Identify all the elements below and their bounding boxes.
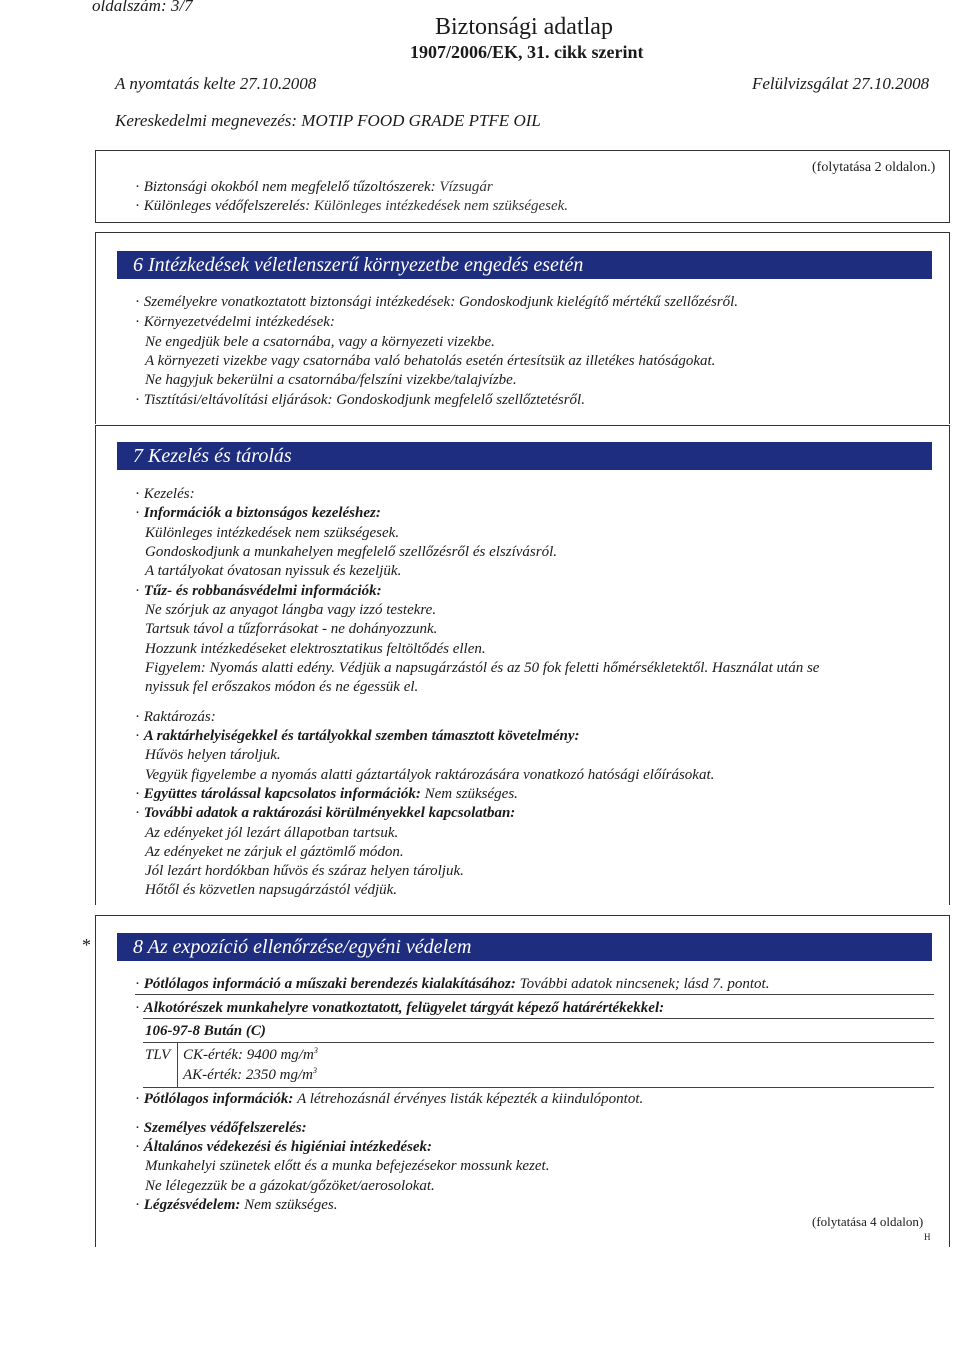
joint-storage-label: Együttes tárolással kapcsolatos információk: <box>143 786 421 802</box>
section7-title: 7 Kezelés és tárolás <box>117 442 932 470</box>
protective-equipment: · Különleges védőfelszerelés: Különleges intézkedések nem szükségesek. <box>135 198 569 214</box>
storage-requirements-line: Vegyük figyelembe a nyomás alatti gáztartályok raktározására vonatkozó hatósági előírásokat. <box>145 767 715 783</box>
storage-requirements-line: Hűvös helyen tároljuk. <box>145 747 281 763</box>
substance-divider <box>143 1042 934 1043</box>
fire-protection-line: Ne szórjuk az anyagot lángba vagy izzó testekre. <box>145 602 437 618</box>
limit-ak-text: AK-érték: 2350 mg/m <box>183 1067 313 1083</box>
additional-info-value: A létrehozásnál érvényes listák képezték a kiindulópontot. <box>297 1091 644 1107</box>
environmental-line: Ne engedjük bele a csatornába, vagy a környezeti vizekbe. <box>145 334 495 350</box>
hygiene-line: Munkahelyi szünetek előtt és a munka befejezésekor mossunk kezet. <box>145 1158 550 1174</box>
handling-heading: · Kezelés: <box>135 486 195 502</box>
limits-table-top <box>143 1018 934 1019</box>
safe-handling-line: A tartályokat óvatosan nyissuk és kezeljük. <box>145 563 402 579</box>
handling-label: Kezelés: <box>143 486 195 502</box>
fire-protection-line: Hozzunk intézkedéseket elektrosztatikus feltöltődés ellen. <box>145 641 486 657</box>
footer-mark: H <box>924 1232 931 1242</box>
tech-measures-value: További adatok nincsenek; lásd 7. pontot. <box>519 976 770 992</box>
print-date: A nyomtatás kelte 27.10.2008 <box>115 74 317 93</box>
limit-type: TLV <box>145 1047 171 1063</box>
respiratory-protection: · Légzésvédelem: Nem szükséges. <box>135 1197 338 1213</box>
additional-info: · Pótlólagos információk: A létrehozásnál érvényes listák képezték a kiindulópontot. <box>135 1091 644 1107</box>
storage-heading: · Raktározás: <box>135 709 216 725</box>
additional-info-label: Pótlólagos információk: <box>143 1091 294 1107</box>
respiratory-protection-label: Légzésvédelem: <box>143 1197 241 1213</box>
fire-protection-line: nyissuk fel erőszakos módon és ne égessük el. <box>145 679 419 695</box>
respiratory-protection-value: Nem szükséges. <box>244 1197 338 1213</box>
further-storage-heading: · További adatok a raktározási körülményekkel kapcsolatban: <box>135 805 516 821</box>
exposure-limits-heading: · Alkotórészek munkahelyre vonatkoztatott, felügyelet tárgyát képező határértékekkel: <box>135 1000 665 1016</box>
revision-date: Felülvizsgálat 27.10.2008 <box>752 74 930 93</box>
limit-ck-unit-exponent: 3 <box>313 1046 318 1055</box>
hygiene-line: Ne lélegezzük be a gázokat/gőzöket/aerosolokat. <box>145 1178 435 1194</box>
unsuitable-extinguishers-label: Biztonsági okokból nem megfelelő tűzoltószerek: <box>143 179 436 195</box>
limit-ak <box>183 1065 317 1085</box>
ppe-heading: · Személyes védőfelszerelés: <box>135 1120 307 1136</box>
safe-handling-line: Gondoskodjunk a munkahelyen megfelelő szellőzésről és elszívásról. <box>145 544 558 560</box>
personal-precautions: · Személyekre vonatkoztatott biztonsági intézkedések: Gondoskodjunk kielégítő mértékű szellőzésről. <box>135 294 739 310</box>
hygiene-heading: · Általános védekezési és higiéniai intézkedések: <box>135 1139 433 1155</box>
environmental-line: Ne hagyjuk bekerülni a csatornába/felszíni vizekbe/talajvízbe. <box>145 372 517 388</box>
further-storage-label: További adatok a raktározási körülményekkel kapcsolatban: <box>143 805 516 821</box>
personal-precautions-label: Személyekre vonatkoztatott biztonsági intézkedések: <box>143 294 456 310</box>
fire-protection-line: Figyelem: Nyomás alatti edény. Védjük a napsugárzástól és az 50 fok feletti hőmérsékletektől. Használat után se <box>145 660 820 676</box>
further-storage-line: Jól lezárt hordókban hűvös és száraz helyen tároljuk. <box>145 863 464 879</box>
safe-handling-label: Információk a biztonságos kezeléshez: <box>143 505 381 521</box>
personal-precautions-value: Gondoskodjunk kielégítő mértékű szellőzésről. <box>458 294 739 310</box>
section8-title: 8 Az expozíció ellenőrzése/egyéni védelem <box>117 933 932 961</box>
joint-storage: · Együttes tárolással kapcsolatos információk: Nem szükséges. <box>135 786 518 802</box>
fire-protection-label: Tűz- és robbanásvédelmi információk: <box>143 583 382 599</box>
protective-equipment-value: Különleges intézkedések nem szükségesek. <box>313 198 569 214</box>
environmental-line: A környezeti vizekbe vagy csatornába való behatolás esetén értesítsük az illetékes hatóságokat. <box>145 353 716 369</box>
cleanup-methods-value: Gondoskodjunk megfelelő szellőztetésről. <box>336 392 585 408</box>
further-storage-line: Az edényeket ne zárjuk el gáztömlő módon. <box>145 844 404 860</box>
limit-ck <box>183 1045 318 1065</box>
continued-from-note: (folytatása 2 oldalon.) <box>812 160 936 175</box>
environmental-precautions-label: Környezetvédelmi intézkedések: <box>143 314 335 330</box>
safe-handling-line: Különleges intézkedések nem szükségesek. <box>145 525 400 541</box>
document-subtitle: 1907/2006/EK, 31. cikk szerint <box>410 42 644 62</box>
joint-storage-value: Nem szükséges. <box>424 786 518 802</box>
product-name: Kereskedelmi megnevezés: MOTIP FOOD GRADE PTFE OIL <box>115 111 541 130</box>
page-number: oldalszám: 3/7 <box>92 0 193 15</box>
storage-label: Raktározás: <box>143 709 216 725</box>
storage-requirements-heading: · A raktárhelyiségekkel és tartályokkal szemben támasztott követelmény: <box>135 728 580 744</box>
document-title: Biztonsági adatlap <box>435 14 613 40</box>
cleanup-methods-label: Tisztítási/eltávolítási eljárások: <box>143 392 333 408</box>
hygiene-label: Általános védekezési és higiéniai intézkedések: <box>143 1139 433 1155</box>
exposure-limits-label: Alkotórészek munkahelyre vonatkoztatott, felügyelet tárgyát képező határértékekkel: <box>143 1000 665 1016</box>
ppe-label: Személyes védőfelszerelés: <box>143 1120 307 1136</box>
change-marker: * <box>82 935 91 955</box>
safe-handling-heading: · Információk a biztonságos kezeléshez: <box>135 505 381 521</box>
substance-name: 106-97-8 Bután (C) <box>145 1023 266 1039</box>
limit-type-divider <box>177 1043 178 1087</box>
limits-table-bottom <box>143 1087 934 1088</box>
fire-protection-heading: · Tűz- és robbanásvédelmi információk: <box>135 583 382 599</box>
limits-divider <box>135 994 934 995</box>
cleanup-methods: · Tisztítási/eltávolítási eljárások: Gondoskodjunk megfelelő szellőztetésről. <box>135 392 585 408</box>
continued-to-note: (folytatása 4 oldalon) <box>812 1214 924 1229</box>
tech-measures: · Pótlólagos információ a műszaki berendezés kialakításához: További adatok nincsenek; lásd 7. pontot. <box>135 976 770 992</box>
further-storage-line: Az edényeket jól lezárt állapotban tartsuk. <box>145 825 399 841</box>
environmental-precautions: · Környezetvédelmi intézkedések: <box>135 314 335 330</box>
tech-measures-label: Pótlólagos információ a műszaki berendezés kialakításához: <box>143 976 516 992</box>
unsuitable-extinguishers: · Biztonsági okokból nem megfelelő tűzoltószerek: Vízsugár <box>135 179 493 195</box>
unsuitable-extinguishers-value: Vízsugár <box>439 179 493 195</box>
protective-equipment-label: Különleges védőfelszerelés: <box>143 198 311 214</box>
fire-protection-line: Tartsuk távol a tűzforrásokat - ne dohányozzunk. <box>145 621 438 637</box>
further-storage-line: Hőtől és közvetlen napsugárzástól védjük. <box>145 882 398 898</box>
limit-ak-unit-exponent: 3 <box>312 1066 317 1075</box>
limit-ck-text: CK-érték: 9400 mg/m <box>183 1047 314 1063</box>
storage-requirements-label: A raktárhelyiségekkel és tartályokkal szemben támasztott követelmény: <box>143 728 580 744</box>
section6-title: 6 Intézkedések véletlenszerű környezetbe engedés esetén <box>117 251 932 279</box>
